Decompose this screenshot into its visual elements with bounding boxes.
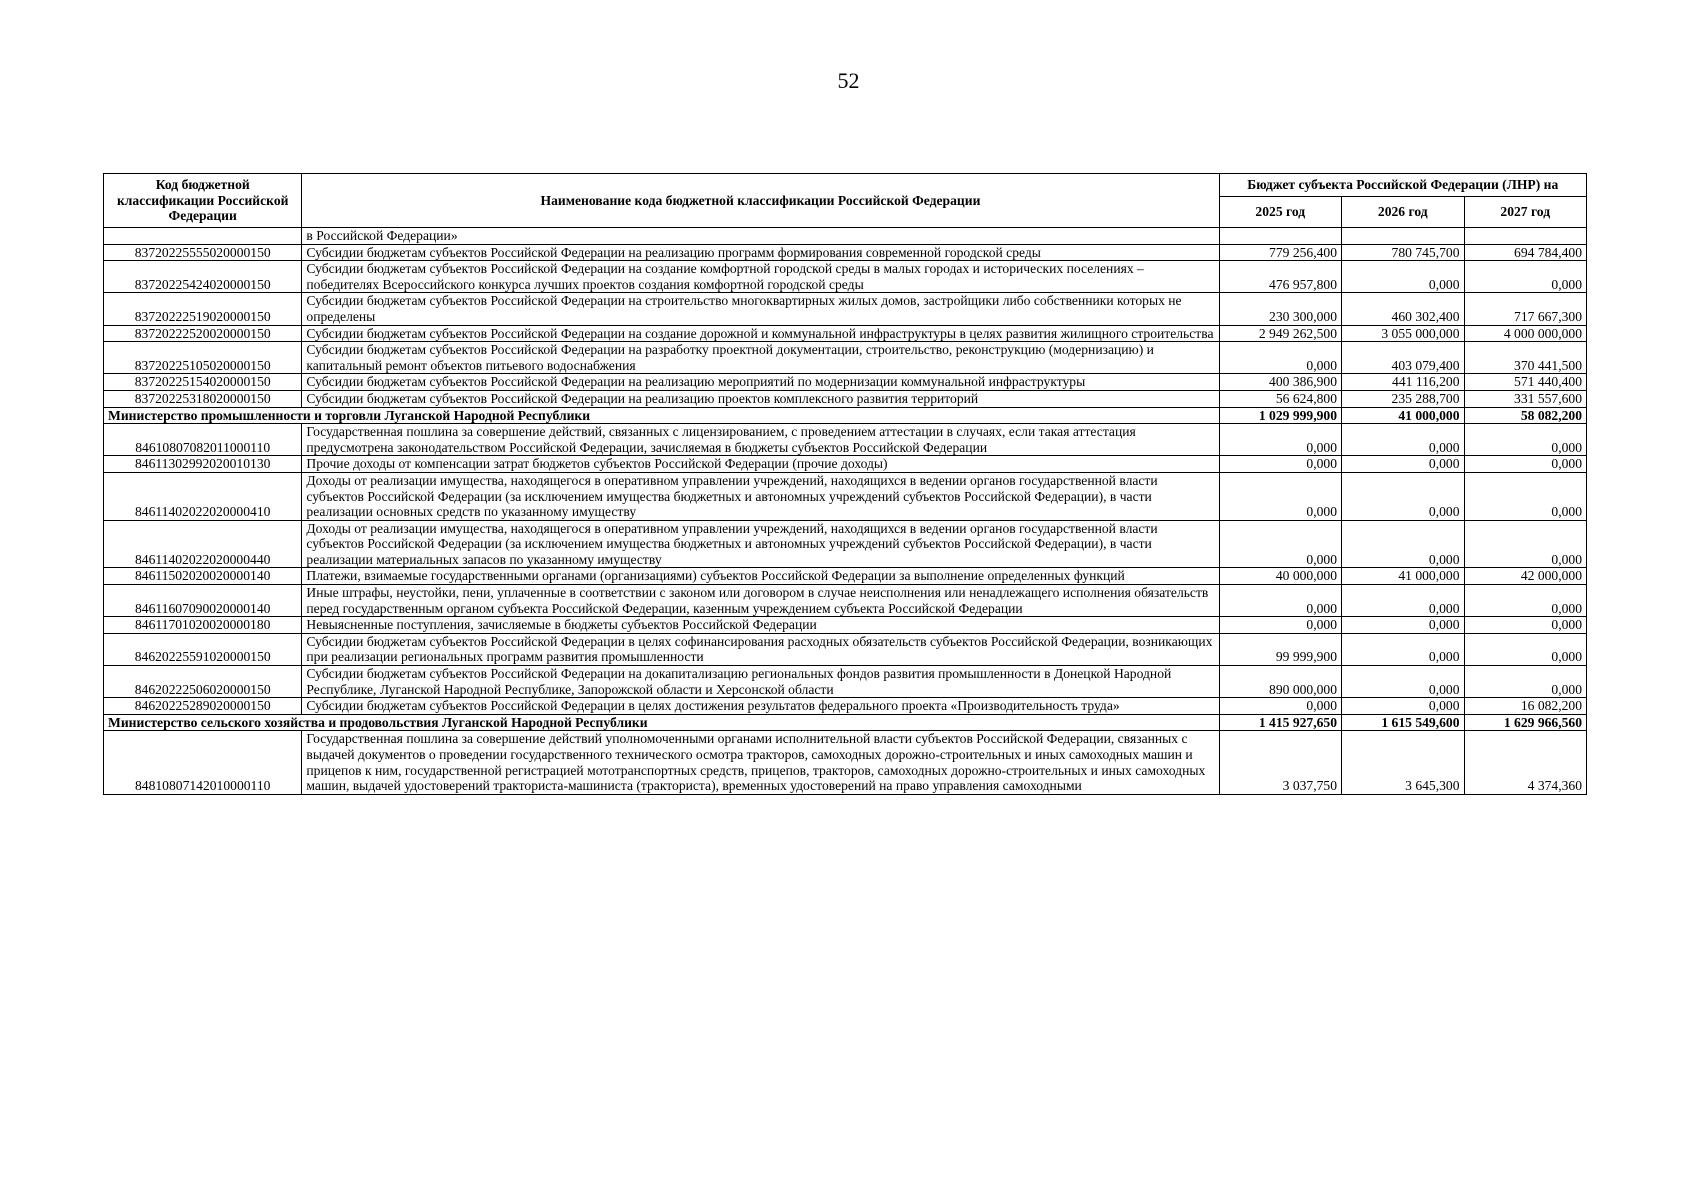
value-2025: 890 000,000	[1219, 666, 1341, 698]
row-name: Субсидии бюджетам субъектов Российской Федерации на реализацию проектов комплексного развития территорий	[302, 390, 1219, 407]
header-year-2026: 2026 год	[1342, 197, 1464, 228]
row-name: Субсидии бюджетам субъектов Российской Федерации на разработку проектной документации, строительство, реконструкцию (модернизацию) и капитальный ремонт объектов питьевого водоснабжения	[302, 342, 1219, 374]
value-2025: 0,000	[1219, 617, 1341, 634]
value-2025: 40 000,000	[1219, 568, 1341, 585]
value-2026: 41 000,000	[1342, 568, 1464, 585]
value-2025: 1 415 927,650	[1219, 714, 1341, 731]
value-2025: 0,000	[1219, 424, 1341, 456]
value-2025: 230 300,000	[1219, 293, 1341, 325]
row-code: 84620225289020000150	[104, 698, 302, 715]
value-2025: 0,000	[1219, 520, 1341, 568]
row-name: Государственная пошлина за совершение действий уполномоченными органами исполнительной власти субъектов Российской Федерации, связанных с выдачей документов о проведении государственного технического осмотра тракторов, самоходных дорожно-строительных и иных самоходных машин и прицепов к ним, государственной регистрацией мототранспортных средств, прицепов, тракторов, самоходных дорожно-строительных и иных самоходных машин, выдачей удостоверений тракториста-машиниста (тракториста), временных удостоверений на право управления самоходными	[302, 731, 1219, 794]
table-row	[104, 568, 1587, 585]
row-code: 84611607090020000140	[104, 585, 302, 617]
value-2026: 41 000,000	[1342, 407, 1464, 424]
row-code	[104, 228, 302, 245]
value-2026: 0,000	[1342, 617, 1464, 634]
value-2026: 0,000	[1342, 424, 1464, 456]
value-2026: 780 745,700	[1342, 244, 1464, 261]
header-code: Код бюджетной классификации Российской Федерации	[104, 174, 302, 228]
value-2026: 0,000	[1342, 520, 1464, 568]
value-2027: 58 082,200	[1464, 407, 1587, 424]
row-code: 84611701020020000180	[104, 617, 302, 634]
value-2025: 0,000	[1219, 456, 1341, 473]
row-name: Субсидии бюджетам субъектов Российской Федерации в целях софинансирования расходных обязательств субъектов Российской Федерации, возникающих при реализации региональных программ развития промышленности	[302, 633, 1219, 665]
value-2027: 1 629 966,560	[1464, 714, 1587, 731]
row-code: 84611402022020000440	[104, 520, 302, 568]
value-2027: 0,000	[1464, 424, 1587, 456]
row-code: 84620225591020000150	[104, 633, 302, 665]
table-row	[104, 472, 1587, 520]
row-code: 84611402022020000410	[104, 472, 302, 520]
value-2026: 1 615 549,600	[1342, 714, 1464, 731]
value-2026: 403 079,400	[1342, 342, 1464, 374]
row-name: Невыясненные поступления, зачисляемые в бюджеты субъектов Российской Федерации	[302, 617, 1219, 634]
table-row	[104, 424, 1587, 456]
row-code: 84611502020020000140	[104, 568, 302, 585]
value-2026: 0,000	[1342, 585, 1464, 617]
row-name: Платежи, взимаемые государственными органами (организациями) субъектов Российской Федерации за выполнение определенных функций	[302, 568, 1219, 585]
table-row	[104, 456, 1587, 473]
row-name: Субсидии бюджетам субъектов Российской Федерации на создание комфортной городской среды в малых городах и исторических поселениях – победителях Всероссийского конкурса лучших проектов создания комфортной городской среды	[302, 261, 1219, 293]
row-name: Иные штрафы, неустойки, пени, уплаченные в соответствии с законом или договором в случае неисполнения или ненадлежащего исполнения обязательств перед государственным органом субъекта Российской Федерации, казенным учреждением субъекта Российской Федерации	[302, 585, 1219, 617]
row-code: 83720225318020000150	[104, 390, 302, 407]
value-2025: 99 999,900	[1219, 633, 1341, 665]
value-2027: 717 667,300	[1464, 293, 1587, 325]
row-name: Государственная пошлина за совершение действий, связанных с лицензированием, с проведением аттестации в случаях, если такая аттестация предусмотрена законодательством Российской Федерации, зачисляемая в бюджеты субъектов Российской Федерации	[302, 424, 1219, 456]
value-2026: 0,000	[1342, 456, 1464, 473]
row-code: 83720225154020000150	[104, 374, 302, 391]
value-2025: 0,000	[1219, 342, 1341, 374]
row-name: Субсидии бюджетам субъектов Российской Федерации на реализацию программ формирования современной городской среды	[302, 244, 1219, 261]
table-row	[104, 244, 1587, 261]
value-2025	[1219, 228, 1341, 245]
value-2025: 0,000	[1219, 585, 1341, 617]
value-2027: 0,000	[1464, 633, 1587, 665]
value-2025: 476 957,800	[1219, 261, 1341, 293]
row-name: Доходы от реализации имущества, находящегося в оперативном управлении учреждений, находящихся в ведении органов государственной власти субъектов Российской Федерации (за исключением имущества бюджетных и автономных учреждений субъектов Российской Федерации), в части реализации основных средств по указанному имуществу	[302, 472, 1219, 520]
value-2025: 3 037,750	[1219, 731, 1341, 794]
value-2026: 0,000	[1342, 472, 1464, 520]
value-2027: 16 082,200	[1464, 698, 1587, 715]
section-name: Министерство сельского хозяйства и продовольствия Луганской Народной Республики	[104, 714, 1220, 731]
value-2026: 460 302,400	[1342, 293, 1464, 325]
value-2027: 4 374,360	[1464, 731, 1587, 794]
value-2025: 56 624,800	[1219, 390, 1341, 407]
value-2025: 0,000	[1219, 698, 1341, 715]
value-2026: 3 645,300	[1342, 731, 1464, 794]
table-row	[104, 731, 1587, 794]
value-2027: 0,000	[1464, 617, 1587, 634]
value-2026: 235 288,700	[1342, 390, 1464, 407]
budget-classification-table	[103, 173, 1587, 795]
value-2025: 1 029 999,900	[1219, 407, 1341, 424]
table-row	[104, 617, 1587, 634]
table-row	[104, 261, 1587, 293]
header-year-2027: 2027 год	[1464, 197, 1587, 228]
row-code: 83720225555020000150	[104, 244, 302, 261]
table-row	[104, 293, 1587, 325]
row-name: Субсидии бюджетам субъектов Российской Федерации на строительство многоквартирных жилых домов, застройщики либо собственники которых не определены	[302, 293, 1219, 325]
table-row	[104, 228, 1587, 245]
value-2027: 694 784,400	[1464, 244, 1587, 261]
row-name: Субсидии бюджетам субъектов Российской Федерации на создание дорожной и коммунальной инфраструктуры в целях развития жилищного строительства	[302, 325, 1219, 342]
value-2026: 0,000	[1342, 698, 1464, 715]
value-2027: 0,000	[1464, 472, 1587, 520]
row-code: 83720222520020000150	[104, 325, 302, 342]
table-body	[104, 228, 1587, 795]
row-code: 83720222519020000150	[104, 293, 302, 325]
table-row	[104, 390, 1587, 407]
section-name: Министерство промышленности и торговли Луганской Народной Республики	[104, 407, 1220, 424]
table-row	[104, 633, 1587, 665]
value-2027: 42 000,000	[1464, 568, 1587, 585]
header-year-2025: 2025 год	[1219, 197, 1341, 228]
value-2027: 4 000 000,000	[1464, 325, 1587, 342]
value-2025: 779 256,400	[1219, 244, 1341, 261]
section-row	[104, 407, 1587, 424]
value-2026: 0,000	[1342, 666, 1464, 698]
value-2026: 0,000	[1342, 261, 1464, 293]
row-code: 83720225424020000150	[104, 261, 302, 293]
row-name: Субсидии бюджетам субъектов Российской Федерации в целях достижения результатов федерального проекта «Производительность труда»	[302, 698, 1219, 715]
row-code: 84611302992020010130	[104, 456, 302, 473]
value-2027: 331 557,600	[1464, 390, 1587, 407]
table-row	[104, 666, 1587, 698]
row-code: 83720225105020000150	[104, 342, 302, 374]
header-name: Наименование кода бюджетной классификации Российской Федерации	[302, 174, 1219, 228]
value-2026	[1342, 228, 1464, 245]
row-code: 84810807142010000110	[104, 731, 302, 794]
value-2026: 0,000	[1342, 633, 1464, 665]
value-2026: 441 116,200	[1342, 374, 1464, 391]
value-2027: 0,000	[1464, 666, 1587, 698]
row-code: 84620222506020000150	[104, 666, 302, 698]
table-row	[104, 325, 1587, 342]
value-2025: 0,000	[1219, 472, 1341, 520]
row-name: Субсидии бюджетам субъектов Российской Федерации на реализацию мероприятий по модернизации коммунальной инфраструктуры	[302, 374, 1219, 391]
value-2027	[1464, 228, 1587, 245]
table-row	[104, 698, 1587, 715]
value-2027: 0,000	[1464, 585, 1587, 617]
value-2027: 370 441,500	[1464, 342, 1587, 374]
value-2025: 2 949 262,500	[1219, 325, 1341, 342]
row-name: Прочие доходы от компенсации затрат бюджетов субъектов Российской Федерации (прочие доходы)	[302, 456, 1219, 473]
table-row	[104, 374, 1587, 391]
row-name: Доходы от реализации имущества, находящегося в оперативном управлении учреждений, находящихся в ведении органов государственной власти субъектов Российской Федерации (за исключением имущества бюджетных и автономных учреждений субъектов Российской Федерации), в части реализации материальных запасов по указанному имуществу	[302, 520, 1219, 568]
row-code: 84610807082011000110	[104, 424, 302, 456]
value-2025: 400 386,900	[1219, 374, 1341, 391]
table-row	[104, 342, 1587, 374]
value-2027: 0,000	[1464, 261, 1587, 293]
section-row	[104, 714, 1587, 731]
page-number: 52	[837, 68, 860, 93]
row-name: в Российской Федерации»	[302, 228, 1219, 245]
table-row	[104, 520, 1587, 568]
table-row	[104, 585, 1587, 617]
value-2027: 0,000	[1464, 456, 1587, 473]
value-2026: 3 055 000,000	[1342, 325, 1464, 342]
header-budget: Бюджет субъекта Российской Федерации (ЛНР) на	[1219, 174, 1586, 197]
value-2027: 0,000	[1464, 520, 1587, 568]
value-2027: 571 440,400	[1464, 374, 1587, 391]
row-name: Субсидии бюджетам субъектов Российской Федерации на докапитализацию региональных фондов развития промышленности в Донецкой Народной Республике, Луганской Народной Республике, Запорожской области и Херсонской области	[302, 666, 1219, 698]
